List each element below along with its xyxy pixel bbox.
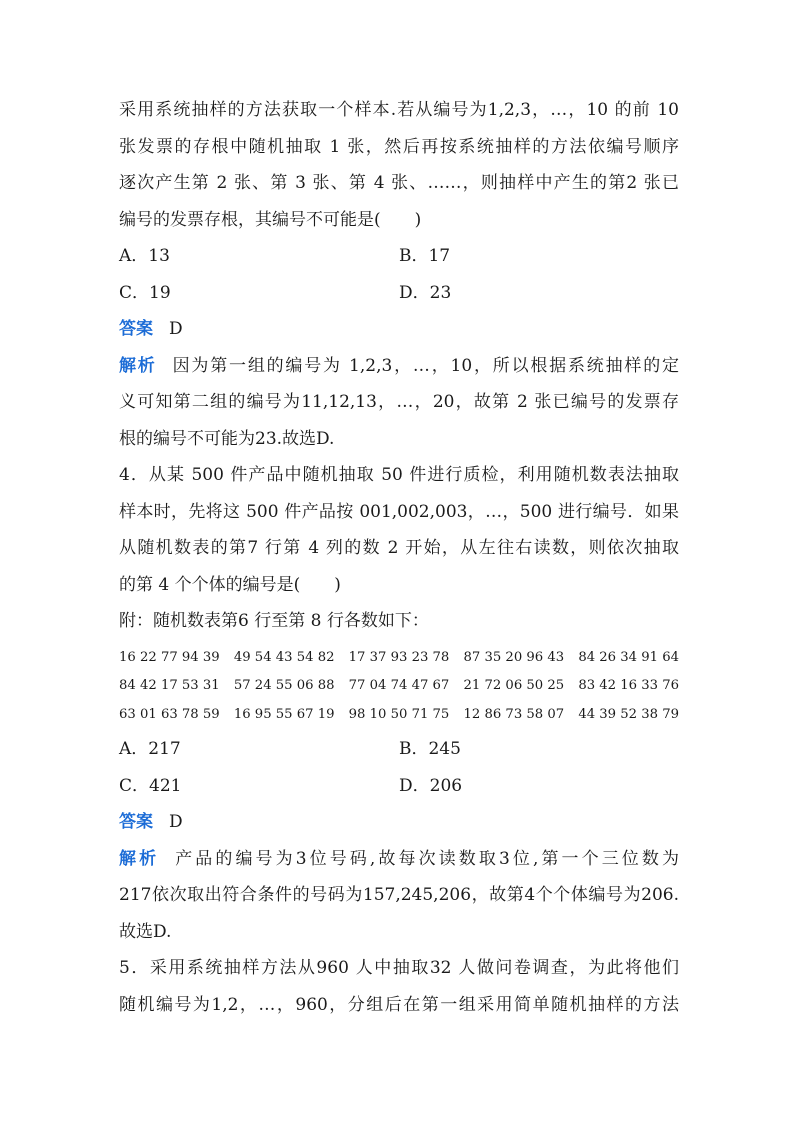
answer-line <box>119 311 679 348</box>
question-text-line: 4．从某 500 件产品中随机抽取 50 件进行质检，利用随机数表法抽取 <box>119 465 679 485</box>
analysis-text: 产品的编号为3位号码,故每次读数取3位,第一个三位数为 <box>175 848 679 869</box>
question-4 <box>119 457 679 950</box>
question-text-line: 样本时，先将这 500 件产品按 001,002,003，…，500 进行编号．如果 <box>119 501 679 522</box>
analysis-text-line: 根的编号不可能为23.故选D. <box>119 428 335 449</box>
question-text-line: 逐次产生第 2 张、第 3 张、第 4 张、……，则抽样中产生的第2 张已 <box>119 173 679 193</box>
table-cell: 16 95 55 67 19 <box>233 706 335 722</box>
table-cell: 21 72 06 50 25 <box>463 678 565 693</box>
question-text-line: 采用系统抽样的方法获取一个样本.若从编号为1,2,3，…，10 的前 10 <box>119 100 679 120</box>
table-cell: 84 42 17 53 31 <box>119 678 220 693</box>
table-cell: 63 01 63 78 59 <box>119 706 220 722</box>
table-cell: 49 54 43 54 82 <box>233 649 335 665</box>
question-text-line: 编号的发票存根，其编号不可能是( ) <box>119 209 422 230</box>
options-row <box>119 768 679 805</box>
table-cell: 98 10 50 71 75 <box>348 706 450 722</box>
question-text-line: 5．采用系统抽样方法从960 人中抽取32 人做问卷调查，为此将他们 <box>119 958 679 978</box>
table-cell: 84 26 34 91 64 <box>578 649 679 665</box>
table-cell: 12 86 73 58 07 <box>463 706 565 722</box>
table-cell: 17 37 93 23 78 <box>348 649 450 665</box>
options-row <box>119 731 679 768</box>
answer-value: D <box>169 812 183 832</box>
option-c: C．421 <box>119 775 182 796</box>
option-d: D．206 <box>399 775 463 796</box>
table-cell: 57 24 55 06 88 <box>233 678 335 693</box>
options-row <box>119 238 679 275</box>
question-3 <box>119 92 679 457</box>
answer-value: D <box>169 319 183 339</box>
analysis-text-line: 义可知第二组的编号为11,12,13，…，20，故第 2 张已编号的发票存 <box>119 392 679 412</box>
options-row <box>119 275 679 312</box>
answer-label: 答案 <box>119 812 153 832</box>
option-c: C．19 <box>119 282 171 303</box>
analysis-label: 解析 <box>119 848 160 869</box>
table-cell: 16 22 77 94 39 <box>119 649 220 665</box>
table-cell: 83 42 16 33 76 <box>578 678 679 693</box>
option-a: A．217 <box>119 739 181 759</box>
answer-line <box>119 804 679 841</box>
option-a: A．13 <box>119 246 170 266</box>
question-5 <box>119 950 679 1023</box>
table-row <box>119 644 679 673</box>
analysis-text: 因为第一组的编号为 1,2,3，…，10，所以根据系统抽样的定 <box>172 355 679 376</box>
answer-label: 答案 <box>119 319 153 339</box>
option-b: B．17 <box>399 246 451 266</box>
question-text-line: 随机编号为1,2，…，960，分组后在第一组采用简单随机抽样的方法 <box>119 994 679 1015</box>
table-cell: 77 04 74 47 67 <box>348 678 450 693</box>
question-text-line: 从随机数表的第7 行第 4 列的数 2 开始，从左往右读数，则依次抽取 <box>119 538 679 558</box>
question-text-line: 张发票的存根中随机抽取 1 张，然后再按系统抽样的方法依编号顺序 <box>119 136 679 157</box>
analysis-label: 解析 <box>119 355 157 376</box>
analysis-line <box>119 348 679 385</box>
question-text-line: 的第 4 个个体的编号是( ) <box>119 574 341 595</box>
analysis-text-line: 217依次取出符合条件的号码为157,245,206，故第4个个体编号为206. <box>119 885 679 905</box>
table-cell: 44 39 52 38 79 <box>578 706 679 722</box>
analysis-line <box>119 841 679 878</box>
table-row <box>119 672 679 701</box>
analysis-text-line: 故选D. <box>119 921 172 942</box>
option-d: D．23 <box>399 282 452 303</box>
table-cell: 87 35 20 96 43 <box>463 649 565 665</box>
random-number-table <box>119 644 679 730</box>
option-b: B．245 <box>399 739 461 759</box>
document-page <box>119 92 679 1023</box>
appendix-line: 附：随机数表第6 行至第 8 行各数如下： <box>119 611 429 631</box>
table-row <box>119 701 679 730</box>
